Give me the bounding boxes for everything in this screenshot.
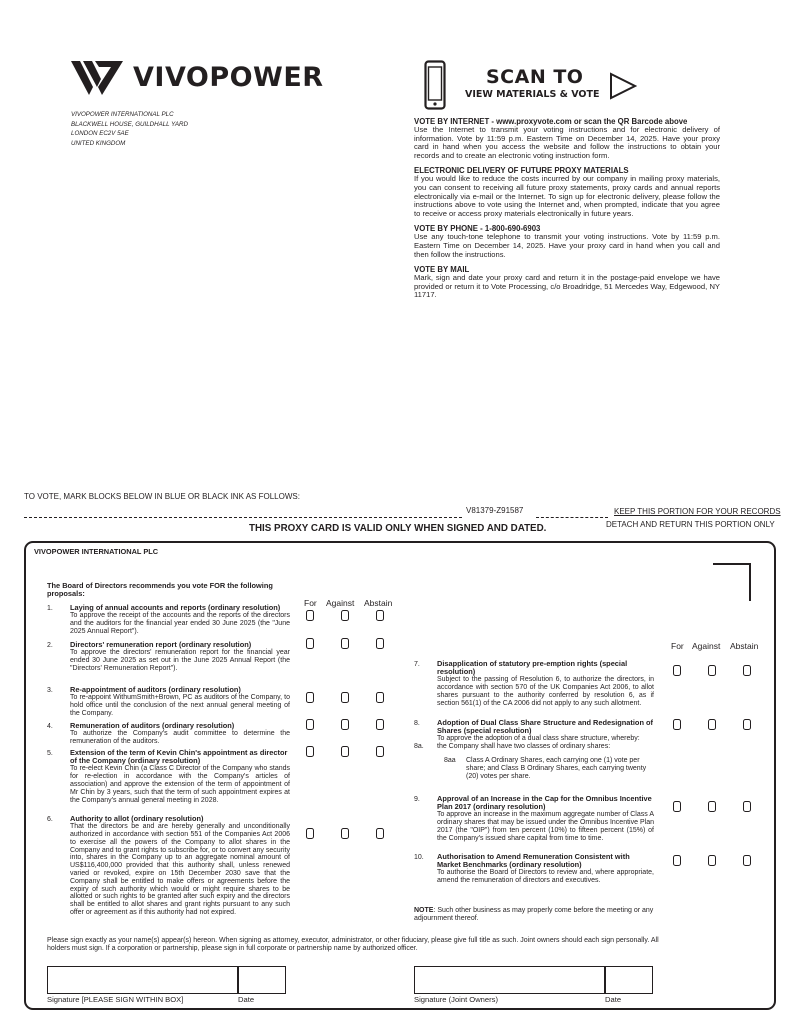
right-header-for: For: [671, 641, 684, 651]
vote-phone-text: Use any touch-tone telephone to transmit your voting instructions. Vote by 11:59 p.m. Eastern Time on December 14, 2025. Have your proxy card in hand when you call and then follow the instructions.: [414, 232, 720, 259]
proposal-7-for-checkbox[interactable]: [673, 665, 681, 676]
detach-line-left: [24, 517, 462, 518]
left-header-for: For: [304, 598, 317, 608]
proposal-number: 3.: [47, 687, 53, 694]
proposal-title: Remuneration of auditors (ordinary resolution): [70, 721, 235, 730]
proposal-1-abstain-checkbox[interactable]: [376, 610, 384, 621]
proposal-1-for-checkbox[interactable]: [306, 610, 314, 621]
vote-mail-title: VOTE BY MAIL: [414, 265, 470, 275]
subproposal-text: the Company shall have two classes of ordinary shares:: [437, 743, 611, 751]
vote-internet-text: Use the Internet to transmit your voting instructions and for electronic delivery of information. Vote by 11:59 p.m. Eastern Time on December 14, 2025. Have your proxy card in hand when you access the website and follow the instructions to obtain your records and to create an electronic voting instruction form.: [414, 125, 720, 160]
mark-instructions: TO VOTE, MARK BLOCKS BELOW IN BLUE OR BLACK INK AS FOLLOWS:: [24, 492, 300, 501]
proposal-1: [47, 604, 290, 636]
voting-methods: [414, 117, 720, 300]
right-header-abstain: Abstain: [730, 641, 759, 651]
proposal-description: To approve the directors' remuneration report for the financial year ended 30 June 2025 as set out in the June 2025 Annual Report (the "Directors' Remuneration Report").: [70, 649, 290, 672]
proposal-8-against-checkbox[interactable]: [708, 719, 716, 730]
joint-signature-box[interactable]: [414, 966, 605, 994]
proposal-number: 9.: [414, 796, 420, 803]
proposal-title: Approval of an Increase in the Cap for the Omnibus Incentive Plan 2017 (ordinary resolution): [437, 794, 652, 812]
electronic-delivery-title: ELECTRONIC DELIVERY OF FUTURE PROXY MATERIALS: [414, 166, 629, 176]
subsubproposal-text: Class A Ordinary Shares, each carrying one (1) vote per share; and Class B Ordinary Shares, each carrying twenty (20) votes per share.: [466, 757, 647, 780]
vote-mail: [414, 265, 720, 300]
proposal-5-against-checkbox[interactable]: [341, 746, 349, 757]
proposal-6-abstain-checkbox[interactable]: [376, 828, 384, 839]
proposal-3-for-checkbox[interactable]: [306, 692, 314, 703]
proposal-description: To authorize the Company's audit committee to determine the remuneration of the auditors.: [70, 730, 290, 745]
proposal-title: Disapplication of statutory pre-emption rights (special resolution): [437, 659, 628, 677]
scan-heading: SCAN TO: [486, 66, 584, 88]
vote-internet: [414, 117, 720, 160]
proposal-2-against-checkbox[interactable]: [341, 638, 349, 649]
keep-portion-label: KEEP THIS PORTION FOR YOUR RECORDS: [614, 507, 781, 516]
joint-signature-label: Signature (Joint Owners): [414, 995, 498, 1004]
proposal-5-abstain-checkbox[interactable]: [376, 746, 384, 757]
proposal-title: Laying of annual accounts and reports (ordinary resolution): [70, 603, 281, 612]
proposal-9-abstain-checkbox[interactable]: [743, 801, 751, 812]
card-company-name: VIVOPOWER INTERNATIONAL PLC: [34, 547, 159, 556]
note-text: : Such other business as may properly come before the meeting or any adjournment thereof.: [414, 907, 654, 922]
proposal-4-against-checkbox[interactable]: [341, 719, 349, 730]
proposal-10-for-checkbox[interactable]: [673, 855, 681, 866]
proposal-8-for-checkbox[interactable]: [673, 719, 681, 730]
proposal-number: 10.: [414, 854, 424, 861]
right-header-against: Against: [692, 641, 721, 651]
proposal-6-for-checkbox[interactable]: [306, 828, 314, 839]
sign-instructions: Please sign exactly as your name(s) appear(s) hereon. When signing as attorney, executor, administrator, or other fiduciary, please give full title as such. Joint owners should each sign personally. All holders must sign. If a corporation or partnership, please sign in full corporate or partnership name by authorized officer.: [47, 937, 659, 952]
proposal-description: To re-appoint WithumSmith+Brown, PC as auditors of the Company, to hold office until the conclusion of the next annual general meeting of the Company.: [70, 694, 290, 717]
joint-date-box[interactable]: [605, 966, 653, 994]
proposal-3: [47, 686, 290, 718]
company-wordmark: VIVOPOWER: [133, 62, 324, 93]
proposal-7: [414, 660, 654, 708]
proposal-6-against-checkbox[interactable]: [341, 828, 349, 839]
proposal-number: 8.: [414, 720, 420, 727]
proposal-10: [414, 853, 654, 885]
proposal-2: [47, 641, 290, 673]
proposal-1-against-checkbox[interactable]: [341, 610, 349, 621]
phone-icon: [424, 60, 446, 115]
proposal-number: 5.: [47, 750, 53, 757]
signature-date-box[interactable]: [238, 966, 286, 994]
proposal-description: To approve the adoption of a dual class share structure, whereby:: [437, 735, 640, 743]
signature-label: Signature [PLEASE SIGN WITHIN BOX]: [47, 995, 184, 1004]
proposal-number: 1.: [47, 605, 53, 612]
proposal-9: [414, 795, 654, 843]
proposal-number: 7.: [414, 661, 420, 668]
vote-internet-title: VOTE BY INTERNET - www.proxyvote.com or scan the QR Barcode above: [414, 117, 688, 126]
proposal-4-for-checkbox[interactable]: [306, 719, 314, 730]
corner-mark: [713, 563, 751, 601]
proposal-8: [414, 719, 654, 780]
proposal-9-against-checkbox[interactable]: [708, 801, 716, 812]
proposal-title: Adoption of Dual Class Share Structure and Redesignation of Shares (special resolution): [437, 718, 653, 736]
proposal-5-for-checkbox[interactable]: [306, 746, 314, 757]
proposal-2-abstain-checkbox[interactable]: [376, 638, 384, 649]
proposal-4: [47, 722, 290, 746]
proposal-3-abstain-checkbox[interactable]: [376, 692, 384, 703]
note-label: NOTE: [414, 907, 434, 914]
left-header-against: Against: [326, 598, 355, 608]
joint-date-label: Date: [605, 995, 622, 1004]
proposal-number: 4.: [47, 723, 53, 730]
electronic-delivery-text: If you would like to reduce the costs incurred by our company in mailing proxy materials, you can consent to receiving all future proxy statements, proxy cards and annual reports electronically via e-mail or the Internet. To sign up for electronic delivery, please follow the instructions above to vote using the Internet and, when prompted, indicate that you agree to receive or access proxy materials electronically in future years.: [414, 174, 720, 218]
proposal-10-abstain-checkbox[interactable]: [743, 855, 751, 866]
subproposal-number: 8a.: [414, 743, 424, 751]
left-header-abstain: Abstain: [364, 598, 393, 608]
company-address: VIVOPOWER INTERNATIONAL PLC BLACKWELL HOUSE, GUILDHALL YARD LONDON EC2V 5AE UNITED KINGDOM: [71, 111, 188, 147]
proposal-9-for-checkbox[interactable]: [673, 801, 681, 812]
proposal-description: That the directors be and are hereby generally and unconditionally authorized in accordance with section 551 of the Companies Act 2006 to exercise all the powers of the Company to allot shares in the Company and to grant rights to subscribe for, or to convert any security into, shares in the Company up to an aggregate nominal amount of US$116,400,000 provided that this authority shall, unless renewed varied or revoked, expire on 15th December 2030 save that the Company shall be entitled to make offers or agreements before the expiry of such authority which would or might require shares to be allotted or such rights to be granted after such expiry and the directors shall be entitled to allot shares and grant rights pursuant to any such offer or agreement as if this authority had not expired.: [70, 823, 290, 916]
proposal-7-against-checkbox[interactable]: [708, 665, 716, 676]
proposal-number: 2.: [47, 642, 53, 649]
vote-phone: [414, 224, 720, 259]
proposal-8-abstain-checkbox[interactable]: [743, 719, 751, 730]
other-business-note: [414, 907, 659, 923]
proposal-4-abstain-checkbox[interactable]: [376, 719, 384, 730]
proposal-title: Authorisation to Amend Remuneration Consistent with Market Benchmarks (ordinary resolution): [437, 852, 630, 870]
proposal-title: Extension of the term of Kevin Chin's appointment as director of the Company (ordinary resolution): [70, 748, 288, 766]
proposal-2-for-checkbox[interactable]: [306, 638, 314, 649]
subsubproposal-number: 8aa: [444, 757, 456, 764]
proposal-description: To approve an increase in the maximum aggregate number of Class A ordinary shares that may be issued under the Omnibus Incentive Plan 2017 (the "OIP") from ten percent (10%) to fifteen percent (15%) of the Company's issued share capital from time to time.: [437, 811, 654, 842]
valid-notice: THIS PROXY CARD IS VALID ONLY WHEN SIGNED AND DATED.: [249, 523, 547, 534]
proposal-7-abstain-checkbox[interactable]: [743, 665, 751, 676]
detach-line-right: [536, 517, 608, 518]
vivopower-logo-icon: [71, 61, 123, 95]
proposal-description: To approve the receipt of the accounts and the reports of the directors and the auditors for the financial year ended 30 June 2025 (the "June 2025 Annual Report").: [70, 612, 290, 635]
detach-portion-label: DETACH AND RETURN THIS PORTION ONLY: [606, 520, 775, 529]
proposal-title: Directors' remuneration report (ordinary resolution): [70, 640, 252, 649]
vote-phone-title: VOTE BY PHONE - 1-800-690-6903: [414, 224, 541, 234]
proposal-number: 6.: [47, 816, 53, 823]
board-recommendation: The Board of Directors recommends you vote FOR the following proposals:: [47, 581, 273, 599]
company-logo: [71, 61, 324, 95]
signature-box[interactable]: [47, 966, 238, 994]
proposal-10-against-checkbox[interactable]: [708, 855, 716, 866]
proposal-6: [47, 815, 290, 917]
proposal-5: [47, 749, 290, 804]
scan-subheading: VIEW MATERIALS & VOTE: [465, 89, 600, 100]
proposal-title: Re-appointment of auditors (ordinary resolution): [70, 685, 241, 694]
proposal-3-against-checkbox[interactable]: [341, 692, 349, 703]
proposal-title: Authority to allot (ordinary resolution): [70, 814, 204, 823]
proposal-description: To re-elect Kevin Chin (a Class C Director of the Company who stands for re-election in accordance with the Company's articles of association) and approve the extension of the term of appointment of Mr Chin by 3 years, such that the term of such appointment expires at the Company's annual general meeting in 2028.: [70, 765, 290, 804]
electronic-delivery: [414, 166, 720, 218]
vote-mail-text: Mark, sign and date your proxy card and return it in the postage-paid envelope we have provided or return it to Vote Processing, c/o Broadridge, 51 Mercedes Way, Edgewood, NY 11717.: [414, 273, 720, 300]
control-code: V81379-Z91587: [466, 506, 524, 515]
proposal-description: To authorise the Board of Directors to review and, where appropriate, amend the remuneration of directors and executives.: [437, 869, 654, 885]
proposal-description: Subject to the passing of Resolution 6, to authorize the directors, in accordance with section 570 of the UK Companies Act 2006, to allot shares pursuant to the authority conferred by resolution 6, as if section 561(1) of the CA 2006 did not apply to any such allotment.: [437, 676, 654, 707]
play-arrow-icon: [609, 72, 637, 105]
signature-date-label: Date: [238, 995, 255, 1004]
